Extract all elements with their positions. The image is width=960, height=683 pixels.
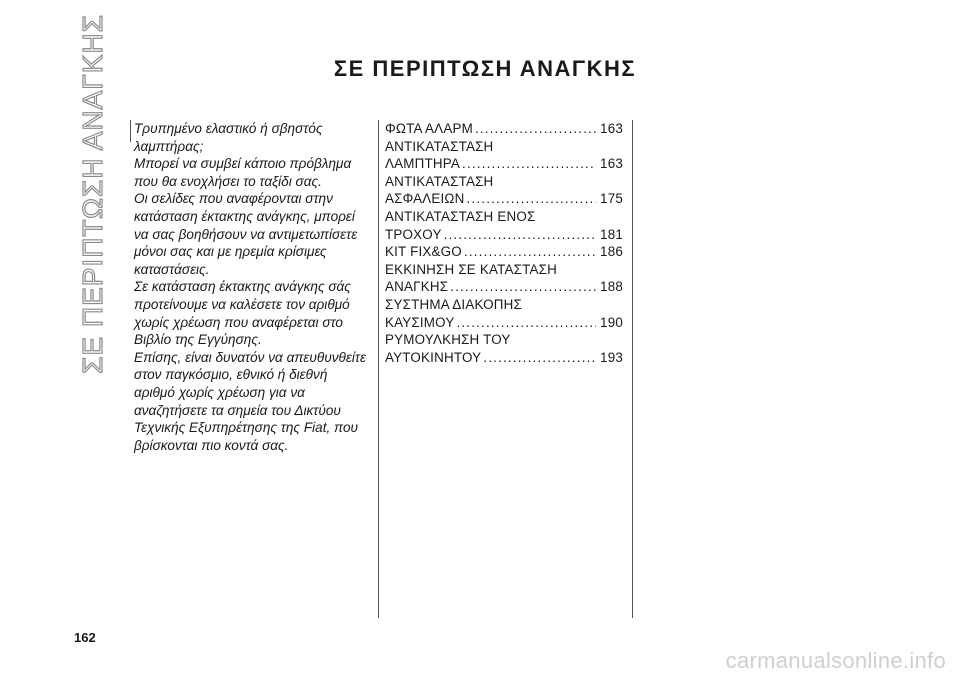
page-title: ΣΕ ΠΕΡΙΠΤΩΣΗ ΑΝΑΓΚΗΣ	[333, 56, 637, 81]
intro-paragraph: Τρυπημένο ελαστικό ή σβηστός λαμπτήρας;	[134, 121, 323, 154]
toc-leader-dots	[450, 278, 596, 296]
toc-item-title: ΤΡΟΧΟΥ	[385, 226, 442, 242]
watermark: carmanualsonline.info	[725, 648, 946, 673]
section-side-tab-label: ΣΕ ΠΕΡΙΠΤΩΣΗ ΑΝΑΓΚΗΣ	[77, 14, 109, 374]
toc-leader-dots	[464, 243, 596, 261]
section-side-tab	[74, 14, 112, 374]
toc-item[interactable]	[385, 120, 623, 138]
toc-item-title: ΦΩΤΑ ΑΛΑΡΜ	[385, 121, 473, 136]
toc-item-title-line1: ΑΝΤΙΚΑΤΑΣΤΑΣΗ	[385, 173, 494, 189]
toc-item[interactable]	[385, 296, 623, 331]
toc-item-page: 163	[600, 156, 623, 172]
toc-item-title-line1: ΕΚΚΙΝΗΣΗ ΣΕ ΚΑΤΑΣΤΑΣΗ	[385, 261, 557, 277]
toc-item-page: 163	[600, 121, 623, 136]
intro-paragraph: Οι σελίδες που αναφέρονται στην κατάσταση έκτακτης ανάγκης, μπορεί να σας βοηθήσουν να αντιμετωπίσετε μόνοι σας και με ηρεμία κρίσιμες καταστάσεις.	[134, 191, 358, 277]
toc-item-title: ΑΣΦΑΛΕΙΩΝ	[385, 191, 465, 207]
toc-item-title: ΚΑΥΣΙΜΟΥ	[385, 314, 455, 330]
toc-item[interactable]	[385, 173, 623, 208]
toc-item-page: 190	[600, 314, 623, 330]
toc-item[interactable]	[385, 243, 623, 261]
toc-item[interactable]	[385, 138, 623, 173]
toc-item-page: 188	[600, 279, 623, 295]
toc-leader-dots	[462, 155, 596, 173]
toc-item[interactable]	[385, 261, 623, 296]
column-divider-right	[632, 120, 633, 618]
page-number: 162	[74, 630, 96, 645]
intro-paragraph: Επίσης, είναι δυνατόν να απευθυνθείτε στον παγκόσμιο, εθνικό ή διεθνή αριθμό χωρίς χρέωση για να αναζητήσετε τα σημεία του Δικτύου Τεχνικής Εξυπηρέτησης της Fiat, που βρίσκονται πιο κοντά σας.	[134, 349, 366, 453]
toc-item[interactable]	[385, 208, 623, 243]
toc-item-page: 186	[600, 244, 623, 260]
column-divider-left	[130, 120, 131, 142]
toc-leader-dots	[444, 226, 596, 244]
table-of-contents	[385, 120, 623, 366]
toc-leader-dots	[483, 349, 596, 367]
toc-leader-dots	[456, 314, 596, 332]
toc-item-page: 193	[600, 349, 623, 365]
toc-item-title: ΑΥΤΟΚΙΝΗΤΟΥ	[385, 349, 482, 365]
toc-item-title-line1: ΑΝΤΙΚΑΤΑΣΤΑΣΗ ΕΝΟΣ	[385, 208, 536, 224]
toc-item-title-line1: ΡΥΜΟΥΛΚΗΣΗ ΤΟΥ	[385, 332, 511, 348]
intro-text	[134, 120, 372, 454]
column-divider-middle	[378, 120, 379, 618]
toc-leader-dots	[467, 190, 597, 208]
toc-item[interactable]	[385, 331, 623, 366]
intro-paragraph: Μπορεί να συμβεί κάποιο πρόβλημα που θα ενοχλήσει το ταξίδι σας.	[134, 156, 352, 189]
toc-item-title: ΑΝΑΓΚΗΣ	[385, 279, 449, 295]
toc-item-title-line1: ΣΥΣΤΗΜΑ ΔΙΑΚΟΠΗΣ	[385, 296, 523, 312]
intro-paragraph: Σε κατάσταση έκτακτης ανάγκης σάς προτείνουμε να καλέσετε τον αριθμό χωρίς χρέωση που αναφέρεται στο Βιβλίο της Εγγύησης.	[134, 279, 351, 348]
toc-leader-dots	[475, 120, 596, 138]
toc-item-page: 175	[600, 191, 623, 207]
toc-item-title: ΛΑΜΠΤΗΡΑ	[385, 156, 461, 172]
toc-item-title-line1: ΑΝΤΙΚΑΤΑΣΤΑΣΗ	[385, 138, 494, 154]
toc-item-title: KIT FIX&GO	[385, 244, 462, 260]
toc-item-page: 181	[600, 226, 623, 242]
